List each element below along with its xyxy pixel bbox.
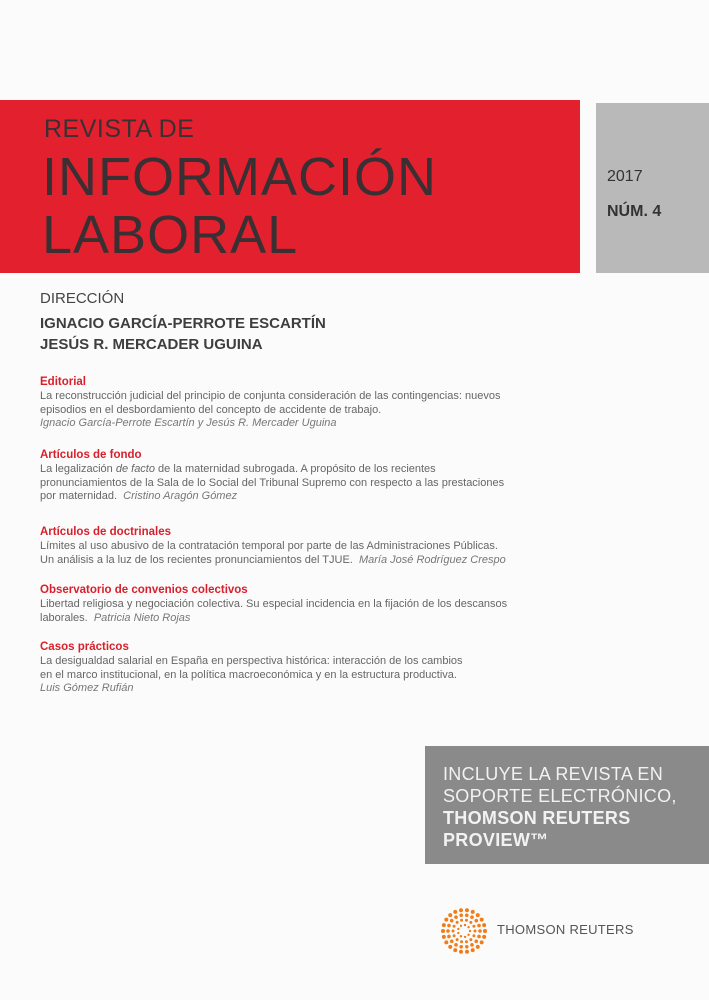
logo-dot — [465, 908, 469, 912]
direction-label: DIRECCIÓN — [40, 290, 125, 307]
text-fragment-italic: de facto — [115, 463, 155, 475]
logo-dot — [456, 938, 459, 941]
logo-dot — [460, 940, 463, 943]
issue-band — [596, 103, 709, 273]
director-name: IGNACIO GARCÍA-PERROTE ESCARTÍN — [40, 315, 326, 332]
text-line: Límites al uso abusivo de la contratación temporal por parte de las Administraciones Públicas. — [40, 540, 498, 552]
logo-dot — [453, 948, 457, 952]
section-title: Casos prácticos — [40, 641, 129, 653]
logo-dot — [480, 940, 484, 944]
logo-dot — [483, 929, 487, 933]
logo-dot — [470, 943, 474, 947]
logo-dot — [450, 939, 454, 943]
promo-line: THOMSON REUTERS — [443, 808, 631, 828]
logo-dot — [459, 908, 463, 912]
logo-dot — [444, 940, 448, 944]
logo-dot — [474, 930, 477, 933]
logo-dot — [477, 924, 481, 928]
text-line — [40, 554, 630, 568]
section-author: Luis Gómez Rufián — [40, 682, 134, 694]
text-fragment: laborales. — [40, 611, 88, 624]
publisher-name: THOMSON REUTERS — [497, 922, 634, 937]
section-author: María José Rodríguez Crespo — [358, 553, 506, 566]
logo-dot — [477, 935, 481, 939]
issue-year: 2017 — [607, 168, 643, 185]
text-fragment: por maternidad. — [40, 490, 118, 502]
section-text — [40, 390, 630, 431]
section-articulos-doctrinales — [40, 526, 630, 567]
logo-dot — [467, 926, 469, 928]
logo-dot — [476, 945, 480, 949]
logo-dot — [469, 921, 472, 924]
text-line: La reconstrucción judicial del principio de conjunta consideración de las contingencias: nuevos — [40, 390, 501, 402]
logo-dot — [442, 935, 446, 939]
section-author: Patricia Nieto Rojas — [93, 611, 191, 624]
logo-dot — [472, 934, 475, 937]
logo-dot — [467, 934, 469, 936]
section-author: Ignacio García-Perrote Escartín y Jesús R. Mercader Uguina — [40, 417, 337, 429]
logo-dot — [460, 935, 462, 937]
logo-dot — [469, 930, 471, 932]
logo-dot — [465, 945, 469, 949]
logo-dot — [448, 913, 452, 917]
logo-dot — [454, 943, 458, 947]
logo-dot — [474, 919, 478, 923]
text-line — [40, 490, 630, 504]
logo-dot — [452, 930, 455, 933]
logo-dot — [450, 919, 454, 923]
logo-dot — [480, 918, 484, 922]
logo-dot — [464, 924, 466, 926]
section-title: Artículos de fondo — [40, 449, 142, 461]
section-author: Cristino Aragón Gómez — [123, 490, 238, 502]
journal-title-line2: LABORAL — [42, 205, 299, 265]
logo-dot — [457, 932, 459, 934]
section-articulos-fondo — [40, 449, 630, 504]
text-line: La desigualdad salarial en España en perspectiva histórica: interacción de los cambios — [40, 655, 463, 667]
text-line: episodios en el desbordamiento del concepto de accidente de trabajo. — [40, 403, 382, 416]
journal-title-line1: INFORMACIÓN — [42, 147, 437, 207]
logo-dot — [482, 923, 486, 927]
logo-dot — [459, 945, 463, 949]
logo-dot — [454, 915, 458, 919]
logo-dot — [448, 945, 452, 949]
text-line — [40, 463, 630, 477]
thomson-reuters-logo-icon — [440, 907, 488, 955]
logo-dot — [482, 935, 486, 939]
logo-dot — [471, 948, 475, 952]
logo-dot — [457, 928, 459, 930]
logo-dot — [453, 925, 456, 928]
text-fragment: Un análisis a la luz de los recientes pronunciamientos del TJUE. — [40, 553, 353, 566]
text-line: en el marco institucional, en la política macroeconómica y en la estructura productiva. — [40, 668, 457, 681]
text-fragment: de la maternidad subrogada. A propósito de los recientes — [154, 463, 436, 475]
logo-dot — [441, 929, 445, 933]
section-text — [40, 540, 630, 567]
logo-dot — [471, 910, 475, 914]
logo-dot — [472, 925, 475, 928]
section-title: Observatorio de convenios colectivos — [40, 584, 248, 596]
logo-dot — [460, 919, 463, 922]
text-line: Libertad religiosa y negociación colectiva. Su especial incidencia en la fijación de los descansos — [40, 598, 508, 610]
logo-dot — [444, 918, 448, 922]
logo-dot — [465, 913, 469, 917]
logo-dot — [469, 938, 472, 941]
promo-line: INCLUYE LA REVISTA EN — [443, 764, 664, 784]
logo-dot — [453, 910, 457, 914]
logo-dot — [465, 940, 468, 943]
logo-dot — [476, 913, 480, 917]
text-line: pronunciamientos de la Sala de lo Social del Tribunal Supremo con respecto a las prestaciones — [40, 476, 505, 489]
section-title: Artículos de doctrinales — [40, 526, 172, 538]
logo-dot — [442, 923, 446, 927]
logo-dot — [470, 915, 474, 919]
journal-prefix: REVISTA DE — [44, 115, 195, 143]
promo-line: SOPORTE ELECTRÓNICO, — [443, 786, 677, 806]
logo-dot — [464, 936, 466, 938]
section-observatorio — [40, 584, 630, 625]
logo-dot — [465, 950, 469, 954]
logo-dot — [465, 919, 468, 922]
logo-dot — [447, 924, 451, 928]
section-editorial — [40, 376, 630, 431]
director-name: JESÚS R. MERCADER UGUINA — [40, 336, 263, 353]
logo-dot — [446, 929, 450, 933]
logo-dot — [456, 921, 459, 924]
promo-line: PROVIEW™ — [443, 830, 549, 850]
section-text — [40, 655, 630, 696]
logo-dot — [459, 950, 463, 954]
issue-number: NÚM. 4 — [607, 203, 662, 220]
section-text — [40, 463, 630, 504]
section-text — [40, 598, 630, 625]
logo-dot — [478, 929, 482, 933]
logo-dot — [447, 935, 451, 939]
section-casos-practicos — [40, 641, 630, 696]
logo-dot — [459, 913, 463, 917]
text-line — [40, 612, 630, 626]
logo-dot — [460, 925, 462, 927]
section-title: Editorial — [40, 376, 87, 388]
logo-dot — [453, 934, 456, 937]
logo-dot — [474, 939, 478, 943]
text-fragment: La legalización — [40, 463, 116, 475]
